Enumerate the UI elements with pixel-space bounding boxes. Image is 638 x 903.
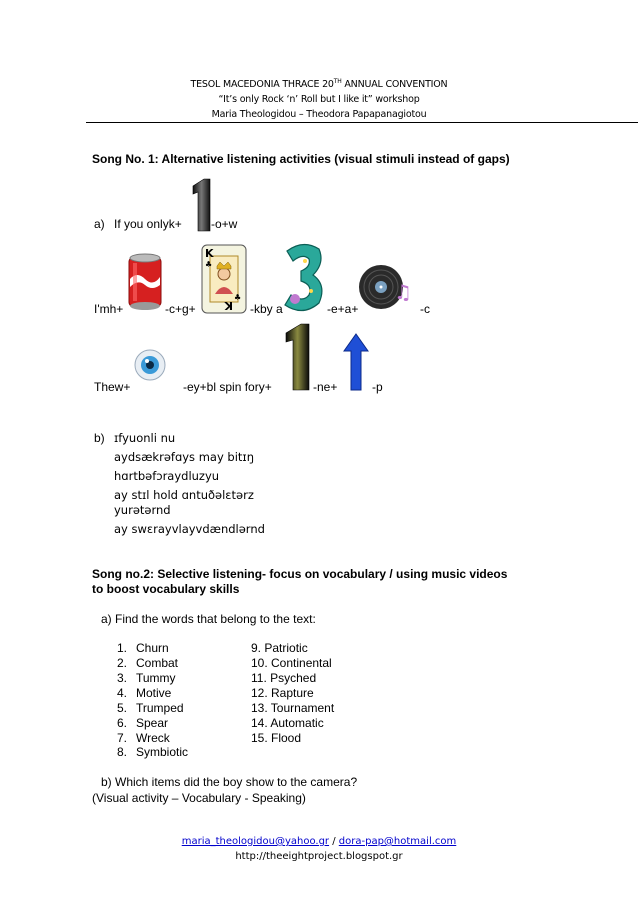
vinyl-record-icon xyxy=(358,261,414,311)
song1-title: Song No. 1: Alternative listening activities (visual stimuli instead of gaps) xyxy=(92,152,510,166)
list-number: 1. xyxy=(117,641,128,655)
song1-a-line3-text1: Thew+ xyxy=(94,380,131,394)
list-number: 5. xyxy=(117,701,128,715)
song1-a-line3-text3: -ne+ xyxy=(313,380,338,394)
list-item: Motive xyxy=(136,686,172,700)
eye-icon xyxy=(133,348,167,382)
king-of-clubs-card-icon xyxy=(201,244,247,314)
list-item: 9. Patriotic xyxy=(251,641,308,655)
phonetic-line: ay swɛrayvlayvdændlərnd xyxy=(114,522,265,536)
footer-url[interactable]: http://theeightproject.blogspot.gr xyxy=(235,851,403,862)
header-rule xyxy=(86,122,638,123)
list-item: Tummy xyxy=(136,671,176,685)
list-item: 12. Rapture xyxy=(251,686,314,700)
email-link-1[interactable]: maria_theologidou@yahoo.gr xyxy=(181,836,330,847)
svg-text:K: K xyxy=(205,247,214,260)
list-item: Trumped xyxy=(136,701,184,715)
svg-text:K: K xyxy=(224,299,233,312)
song2-a-text: a) Find the words that belong to the text: xyxy=(101,612,316,626)
song1-a-label: a) xyxy=(94,217,105,231)
number-one-icon xyxy=(283,323,311,391)
list-item: 15. Flood xyxy=(251,731,302,745)
list-item: Spear xyxy=(136,716,169,730)
song2-b-subtext: (Visual activity – Vocabulary - Speaking) xyxy=(92,791,306,805)
footer-separator: / xyxy=(329,836,339,847)
song1-a-line3-text4: -p xyxy=(372,380,383,394)
song1-a-line3-text2: -ey+bl spin fory+ xyxy=(183,380,272,394)
header-line-1: TESOL MACEDONIA THRACE 20TH ANNUAL CONVENTION xyxy=(190,78,448,91)
list-number: 7. xyxy=(117,731,128,745)
svg-text:♫: ♫ xyxy=(394,280,412,304)
song1-b-label: b) xyxy=(94,431,105,445)
phonetic-line: hɑrtbəfɔraydluzyu xyxy=(114,469,220,483)
list-item: Symbiotic xyxy=(136,745,189,759)
song2-b-text: b) Which items did the boy show to the camera? xyxy=(101,775,358,789)
list-item: Combat xyxy=(136,656,179,670)
list-number: 6. xyxy=(117,716,128,730)
email-link-2[interactable]: dora-pap@hotmail.com xyxy=(338,836,457,847)
footer-emails xyxy=(0,836,638,847)
phonetic-line: yurətərnd xyxy=(114,503,171,517)
header-line-3: Maria Theologidou – Theodora Papapanagiotou xyxy=(211,109,427,120)
svg-text:♣: ♣ xyxy=(234,293,242,302)
svg-text:♣: ♣ xyxy=(205,260,213,269)
list-item: 13. Tournament xyxy=(251,701,335,715)
song2-title-line1: Song no.2: Selective listening- focus on vocabulary / using music videos xyxy=(92,567,508,581)
phonetic-line: ay stɪl hold ɑntuðəlɛtərz xyxy=(114,488,254,502)
phonetic-line: aydsækrəfɑys may bitɪŋ xyxy=(114,450,254,464)
phonetic-line: ɪfyuonli nu xyxy=(114,431,176,445)
song1-a-line2-text2: -c+g+ xyxy=(165,302,196,316)
up-arrow-icon xyxy=(343,333,369,391)
header-line-2: “It’s only Rock ‘n’ Roll but I like it” workshop xyxy=(218,94,420,105)
list-item: 14. Automatic xyxy=(251,716,324,730)
list-number: 8. xyxy=(117,745,128,759)
list-item: 11. Psyched xyxy=(251,671,317,685)
song1-a-line2-text4: -e+a+ xyxy=(327,302,359,316)
list-number: 3. xyxy=(117,671,128,685)
song2-title-line2: to boost vocabulary skills xyxy=(92,582,240,596)
number-three-icon xyxy=(281,241,327,315)
song1-a-line2-text3: -kby a xyxy=(250,302,283,316)
song1-a-line1-text1: If you onlyk+ xyxy=(114,217,182,231)
song1-a-line2-text1: I'mh+ xyxy=(94,302,124,316)
list-item: Churn xyxy=(136,641,169,655)
number-one-icon xyxy=(190,178,212,232)
soda-can-icon xyxy=(127,251,163,313)
song1-a-line2-text5: -c xyxy=(420,302,430,316)
list-item: 10. Continental xyxy=(251,656,332,670)
song1-a-line1-text2: -o+w xyxy=(211,217,238,231)
list-item: Wreck xyxy=(136,731,170,745)
list-number: 2. xyxy=(117,656,128,670)
list-number: 4. xyxy=(117,686,128,700)
